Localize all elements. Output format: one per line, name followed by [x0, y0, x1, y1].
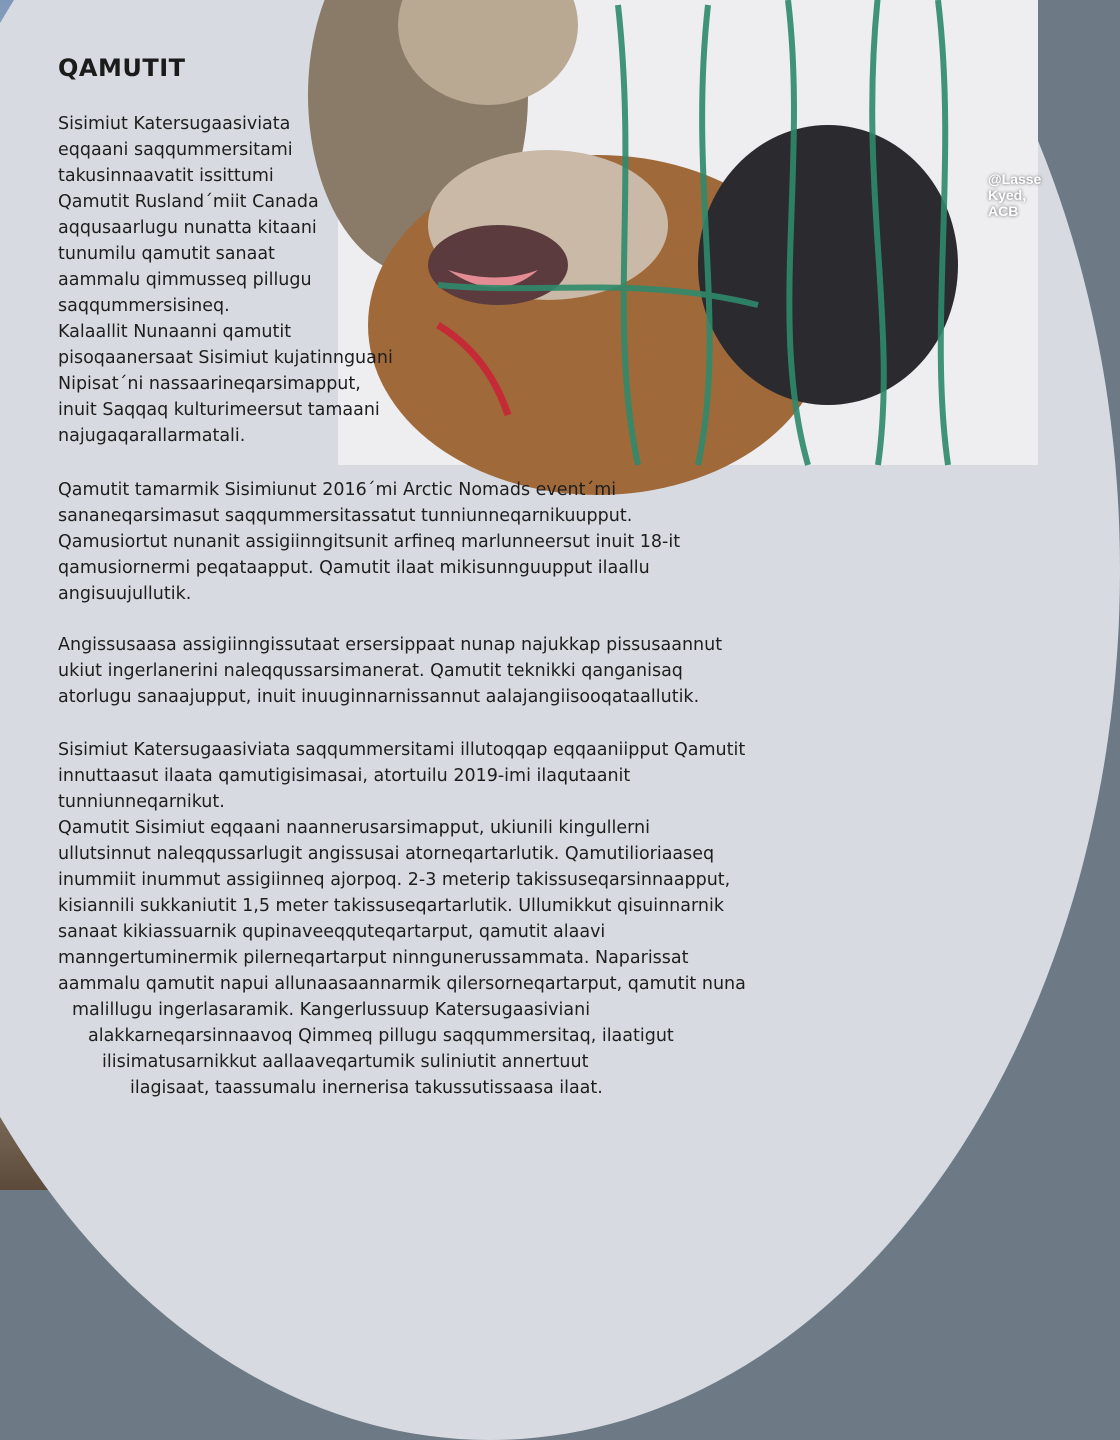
text-line: Sisimiut Katersugaasiviata saqqummersitami illutoqqap eqqaaniipput Qamutit [58, 740, 746, 760]
photo-credit: @Lasse Kyed, ACB [988, 171, 1042, 219]
text-line: inuit Saqqaq kulturimeersut tamaani [58, 400, 380, 420]
text-line: takusinnaavatit issittumi [58, 166, 274, 186]
text-line: aammalu qimmusseq pillugu [58, 270, 312, 290]
text-line: tunumilu qamutit sanaat [58, 244, 275, 264]
text-line: ukiut ingerlanerini naleqqussarsimanerat. Qamutit teknikki qanganisaq [58, 661, 683, 681]
text-line: Angissusaasa assigiinngissutaat ersersippaat nunap najukkap pissusaannut [58, 635, 723, 655]
text-line: tunniunneqarnikut. [58, 792, 225, 812]
text-line: eqqaani saqqummersitami [58, 140, 293, 160]
sled-dogs-photo [338, 0, 1042, 465]
text-line: sanaat kikiassuarnik qupinaveeqquteqartarput, qamutit alaavi [58, 922, 606, 942]
text-line: atorlugu sanaajupput, inuit inuuginnarnissannut aalajangiisooqataallutik. [58, 687, 700, 707]
text-line: Nipisat´ni nassaarineqarsimapput, [58, 374, 361, 394]
text-line: aqqusaarlugu nunatta kitaani [58, 218, 317, 238]
intro-paragraph [58, 111, 393, 449]
text-line: Qamusiortut nunanit assigiinngitsunit arfineq marlunneersut inuit 18-it [58, 532, 681, 552]
paragraph-2 [58, 477, 680, 607]
text-line: aammalu qamutit napui allunaasaannarmik qilersorneqartarput, qamutit nuna [58, 974, 746, 994]
paragraph-3 [58, 632, 722, 710]
text-line: Qamutit Rusland´miit Canada [58, 192, 319, 212]
text-line: innuttaasut ilaata qamutigisimasai, atortuilu 2019-imi ilaqutaanit [58, 766, 631, 786]
text-line: saqqummersisineq. [58, 296, 230, 316]
text-line: sananeqarsimasut saqqummersitassatut tunniunneqarnikuupput. [58, 506, 633, 526]
text-line: ilisimatusarnikkut aallaaveqartumik suliniutit annertuut [102, 1052, 589, 1072]
text-line: alakkarneqarsinnaavoq Qimmeq pillugu saqqummersitaq, ilaatigut [88, 1026, 674, 1046]
paragraph-4 [58, 737, 746, 1101]
text-line: angisuujullutik. [58, 584, 192, 604]
text-line: ullutsinnut naleqqussarlugit angissusai atorneqartarlutik. Qamutilioriaaseq [58, 844, 715, 864]
page-title: QAMUTIT [58, 54, 186, 82]
text-line: Kalaallit Nunaanni qamutit [58, 322, 292, 342]
text-line: najugaqarallarmatali. [58, 426, 246, 446]
text-line: Sisimiut Katersugaasiviata [58, 114, 291, 134]
text-line: malillugu ingerlasaramik. Kangerlussuup Katersugaasiviani [72, 1000, 591, 1020]
text-line: inummiit inummut assigiinneq ajorpoq. 2-3 meterip takissuseqarsinnaapput, [58, 870, 731, 890]
text-line: qamusiornermi peqataapput. Qamutit ilaat mikisunnguupput ilaallu [58, 558, 650, 578]
text-line: kisiannili sukkaniutit 1,5 meter takissuseqartarlutik. Ullumikkut qisuinnarnik [58, 896, 724, 916]
text-line: manngertuminermik pilerneqartarput ninngunerussammata. Naparissat [58, 948, 689, 968]
text-line: Qamutit Sisimiut eqqaani naannerusarsimapput, ukiunili kingullerni [58, 818, 651, 838]
text-line: ilagisaat, taassumalu inernerisa takussutissaasa ilaat. [130, 1078, 603, 1098]
text-line: pisoqaanersaat Sisimiut kujatinnguani [58, 348, 393, 368]
photo-illustration [338, 0, 1038, 465]
text-line: Qamutit tamarmik Sisimiunut 2016´mi Arctic Nomads event´mi [58, 480, 617, 500]
